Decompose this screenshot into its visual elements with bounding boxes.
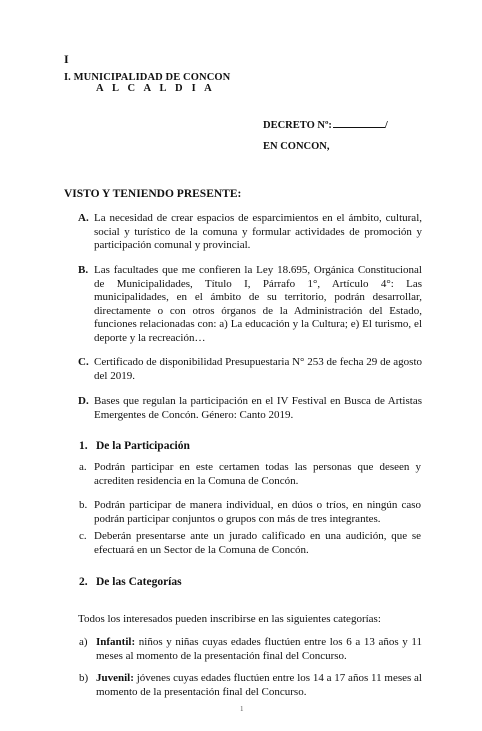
- item-text: Podrán participar en este certamen todas las personas que deseen y acrediten residencia en la Comuna de Concón.: [94, 461, 421, 487]
- consideration-label: A.: [78, 212, 89, 224]
- office-name: A L C A L D I A: [96, 83, 215, 94]
- item-text: Podrán participar de manera individual, en dúos o tríos, en ningún caso podrán participar conjuntos o grupos con más de tres integrantes.: [94, 499, 421, 525]
- consideration-label: B.: [78, 264, 89, 276]
- decree-place: EN CONCON,: [263, 141, 330, 152]
- item-label: a.: [79, 461, 87, 473]
- section-number: 2.: [79, 576, 88, 588]
- header-mark: I: [64, 52, 69, 66]
- decree-suffix: /: [384, 120, 388, 131]
- category-name: Juvenil:: [96, 672, 134, 684]
- category-description: niños y niñas cuyas edades fluctúen entre los 6 a 13 años y 11 meses al momento de la presentación final del Concurso.: [96, 636, 422, 662]
- consideration-text: Las facultades que me confieren la Ley 18.695, Orgánica Constitucional de Municipalidades, Título I, Párrafo 1°, Artículo 4°: Las municipalidades, en el ámbito de su territorio, podrán desarrollar, directamente o con otros órganos de la Administración del Estado, funciones relacionadas con: a) La educación y la Cultura; e) El turismo, el deporte y la recreación…: [94, 264, 422, 344]
- decree-label: DECRETO Nº:: [263, 120, 332, 131]
- section-title: De la Participación: [96, 440, 190, 452]
- category-name: Infantil:: [96, 636, 136, 648]
- consideration-label: C.: [78, 356, 89, 368]
- item-label: b.: [79, 499, 88, 511]
- decree-number-line: [263, 118, 388, 131]
- item-label: c.: [79, 530, 87, 542]
- decree-number-blank: [333, 118, 385, 128]
- item-label: a): [79, 636, 88, 648]
- consideration-text: La necesidad de crear espacios de esparcimientos en el ámbito, cultural, social y turístico de la comuna y formular actividades de promoción y participación comunal y provincial.: [94, 212, 422, 252]
- section-number: 1.: [79, 440, 88, 452]
- item-text: Deberán presentarse ante un jurado calificado en una audición, que se efectuará en un Sector de la Comuna de Concón.: [94, 530, 421, 556]
- category-text: [96, 636, 422, 663]
- municipality-name: I. MUNICIPALIDAD DE CONCON: [64, 72, 231, 83]
- consideration-text: Certificado de disponibilidad Presupuestaria N° 253 de fecha 29 de agosto del 2019.: [94, 356, 422, 382]
- item-label: b): [79, 672, 89, 684]
- consideration-text: Bases que regulan la participación en el IV Festival en Busca de Artistas Emergentes de Concón. Género: Canto 2019.: [94, 395, 422, 421]
- category-description: jóvenes cuyas edades fluctúen entre los 14 a 17 años 11 meses al momento de la presentación final del Concurso.: [96, 672, 422, 698]
- consideration-label: D.: [78, 395, 89, 407]
- category-text: [96, 672, 422, 699]
- section-title: De las Categorías: [96, 576, 182, 588]
- categories-intro: Todos los interesados pueden inscribirse en las siguientes categorías:: [78, 613, 381, 625]
- visto-heading: VISTO Y TENIENDO PRESENTE:: [64, 188, 242, 200]
- page-number: 1: [240, 705, 244, 713]
